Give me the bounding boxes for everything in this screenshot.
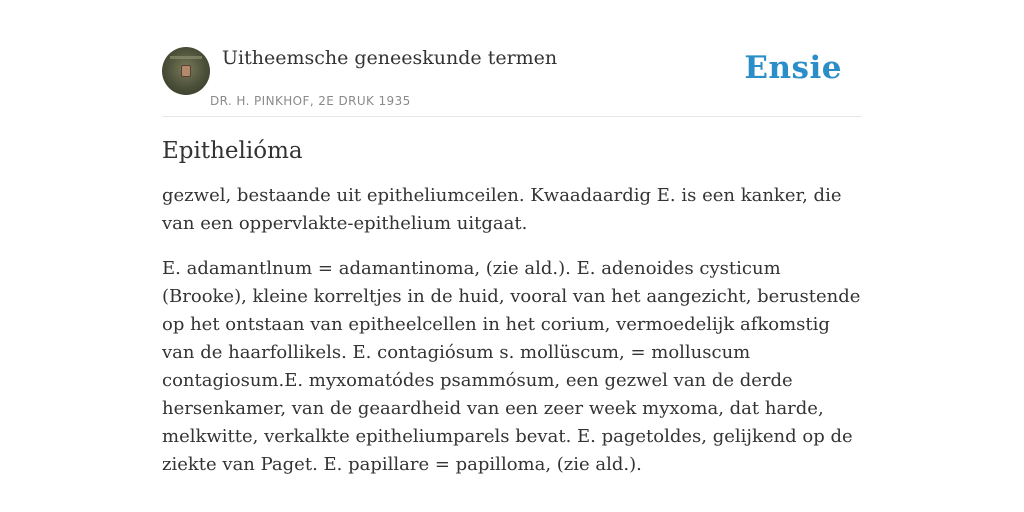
book-title[interactable]: Uitheemsche geneeskunde termen xyxy=(222,47,558,69)
book-cover-avatar[interactable] xyxy=(162,47,210,95)
entry-term: Epithelióma xyxy=(162,138,303,164)
cover-band xyxy=(170,56,202,59)
definition-paragraph: gezwel, bestaande uit epitheliumceilen. Kwaadaardig E. is een kanker, die van een oppervlakte-epithelium uitgaat. xyxy=(162,185,842,234)
entry-content xyxy=(162,138,862,496)
ensie-logo[interactable]: Ensie xyxy=(744,50,842,86)
cover-emblem-icon xyxy=(182,66,190,76)
book-author: DR. H. PINKHOF, 2E DRUK 1935 xyxy=(210,94,411,108)
book-header xyxy=(162,44,862,117)
definition-paragraph: E. adamantlnum = adamantinoma, (zie ald.). E. adenoides cysticum (Brooke), kleine korreltjes in de huid, vooral van het aangezicht, berustende op het ontstaan van epitheelcellen in het corium, vermoedelijk afkomstig van de haarfollikels. E. contagiósum s. mollüscum, = molluscum contagiosum.E. myxomatódes psammósum, een gezwel van de derde hersenkamer, van de geaardheid van een zeer week myxoma, dat harde, melkwitte, verkalkte epitheliumparels bevat. E. pagetoldes, gelijkend op de ziekte van Paget. E. papillare = papilloma, (zie ald.). xyxy=(162,258,861,475)
